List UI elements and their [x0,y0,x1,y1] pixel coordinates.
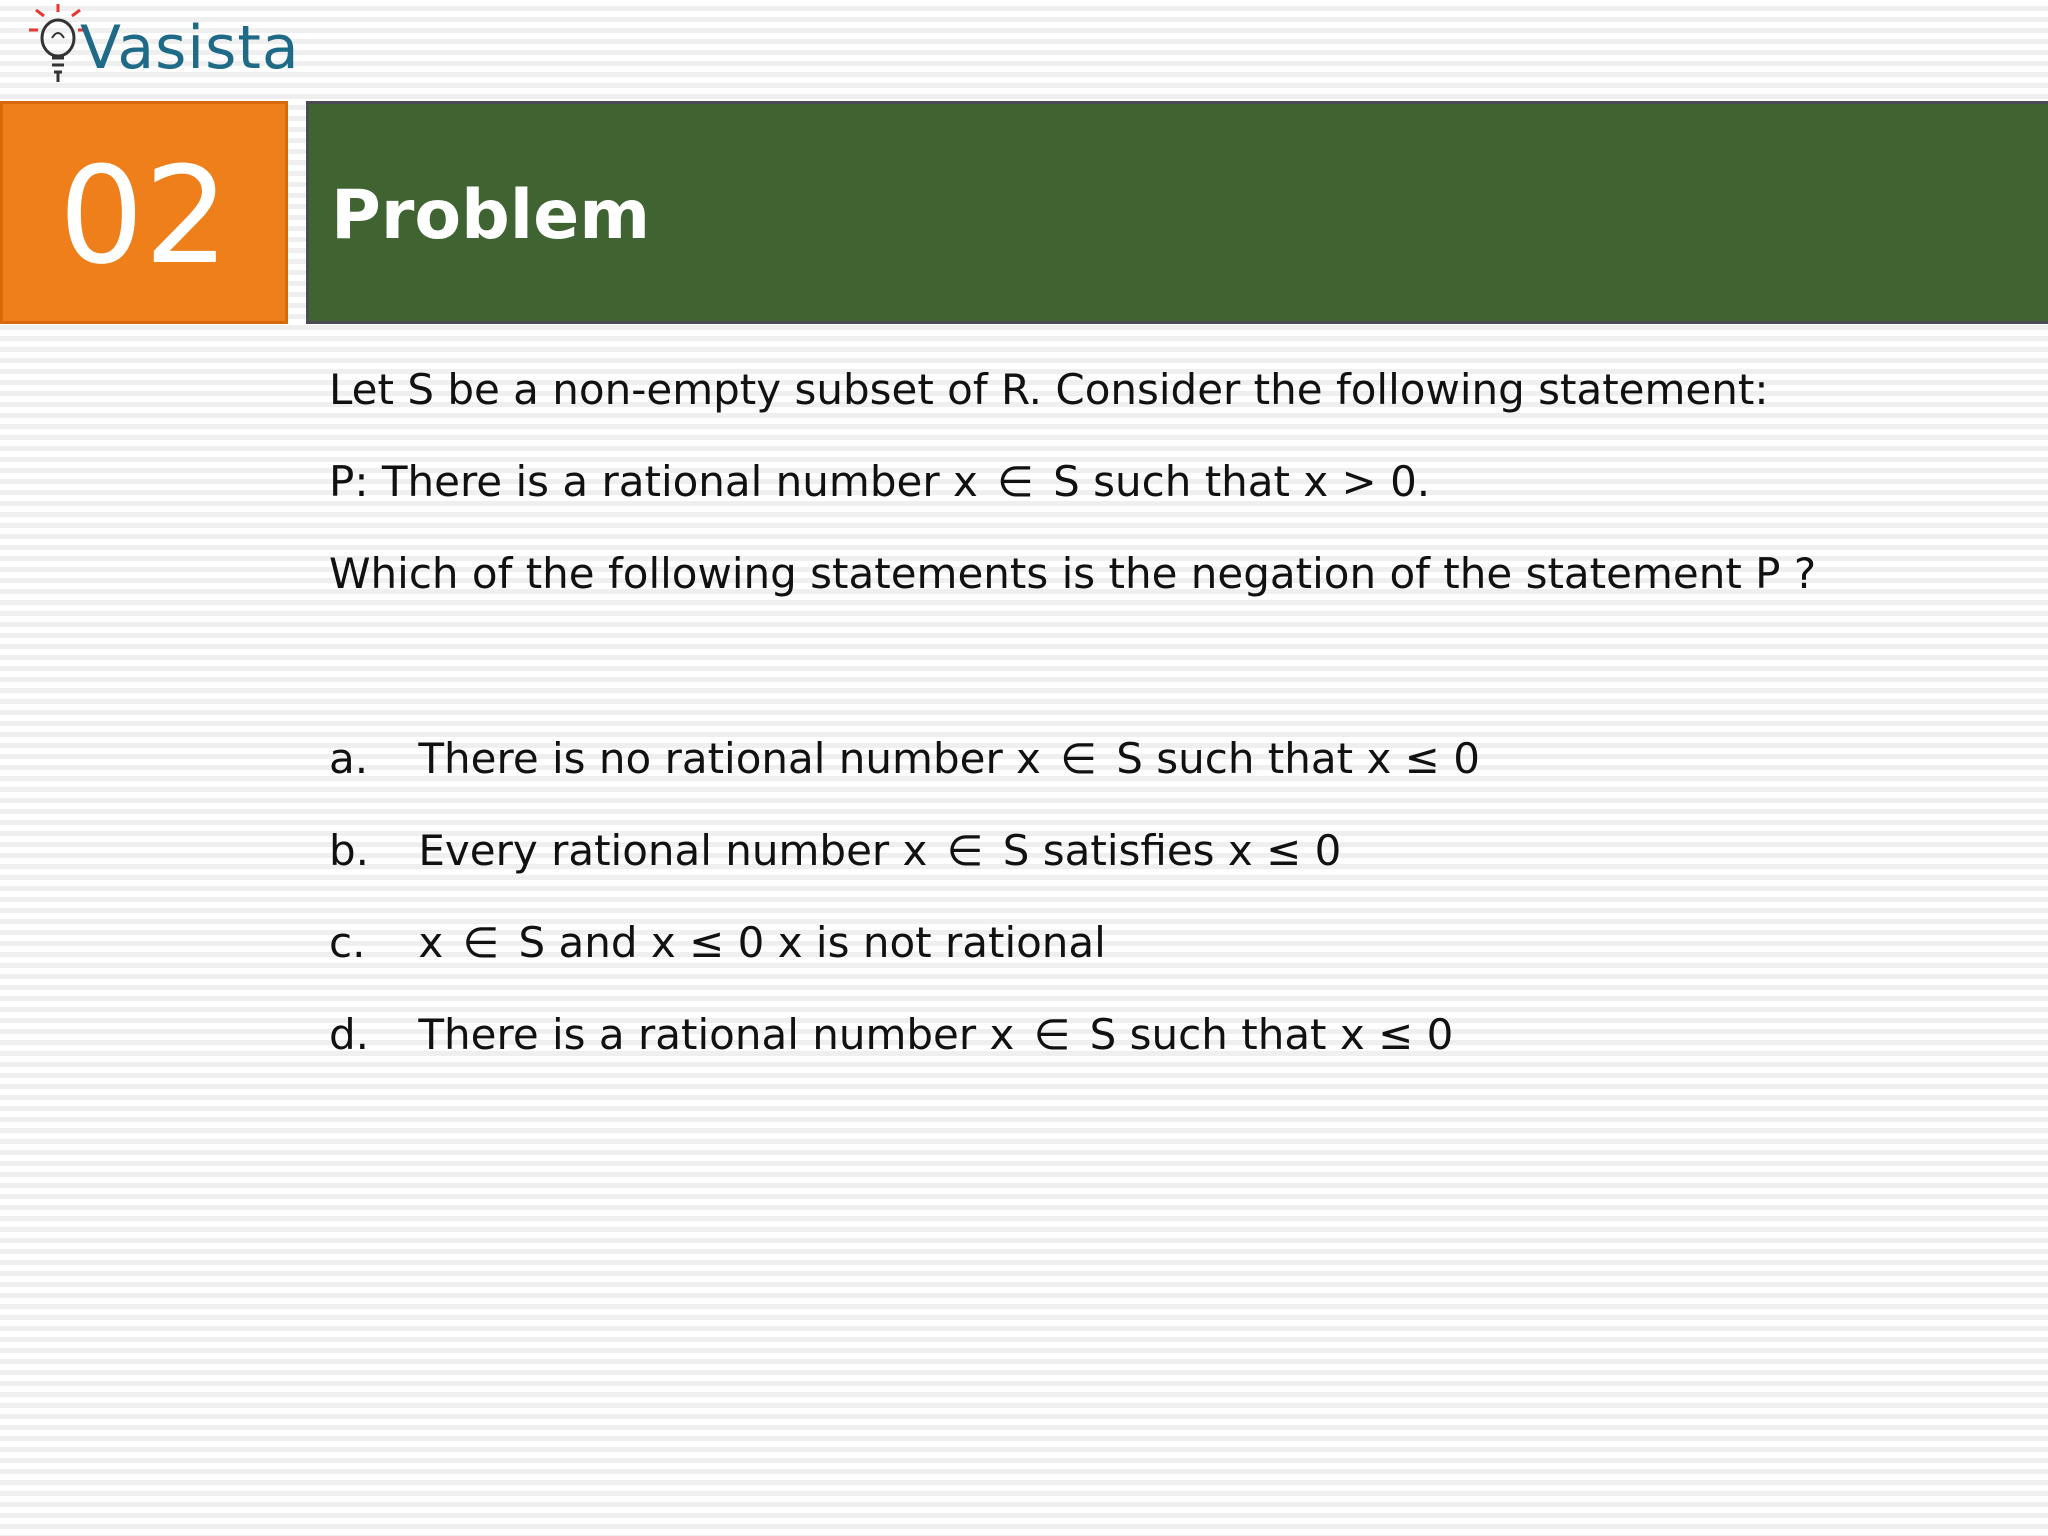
vasista-logo [24,2,300,98]
slide-number: 02 [58,137,230,294]
slide-title: Problem [331,176,651,255]
option-text-after: S such that x ≤ 0 [1116,734,1480,783]
option-text-after: S and x ≤ 0 x is not rational [518,918,1106,967]
element-of-symbol: ∈ [1033,1010,1071,1059]
problem-line-2-before: P: There is a rational number x [329,457,978,506]
option-c [329,913,1106,973]
option-d [329,1005,1453,1065]
option-letter: b. [329,826,370,875]
option-letter: d. [329,1010,370,1059]
element-of-symbol: ∈ [1060,734,1097,783]
slide-number-box [0,101,288,324]
option-text-before: Every rational number x [418,826,928,875]
option-b [329,821,1341,881]
problem-line-3: Which of the following statements is the negation of the statement P ? [329,549,1817,598]
option-text-before: x [418,918,444,967]
title-bar [306,101,2048,324]
option-text-after: S such that x ≤ 0 [1089,1010,1454,1059]
problem-line-2 [329,452,1430,512]
option-text-before: There is a rational number x [418,1010,1015,1059]
option-letter: c. [329,918,366,967]
option-letter: a. [329,734,369,783]
logo-text: Vasista [80,13,300,83]
option-text-after: S satisfies x ≤ 0 [1002,826,1342,875]
option-text-before: There is no rational number x [418,734,1041,783]
option-a [329,729,1480,789]
element-of-symbol: ∈ [946,826,984,875]
element-of-symbol: ∈ [462,918,500,967]
problem-line-1: Let S be a non-empty subset of R. Consider the following statement: [329,365,1769,414]
problem-line-2-after: S such that x > 0. [1053,457,1431,506]
element-of-symbol: ∈ [997,457,1034,506]
